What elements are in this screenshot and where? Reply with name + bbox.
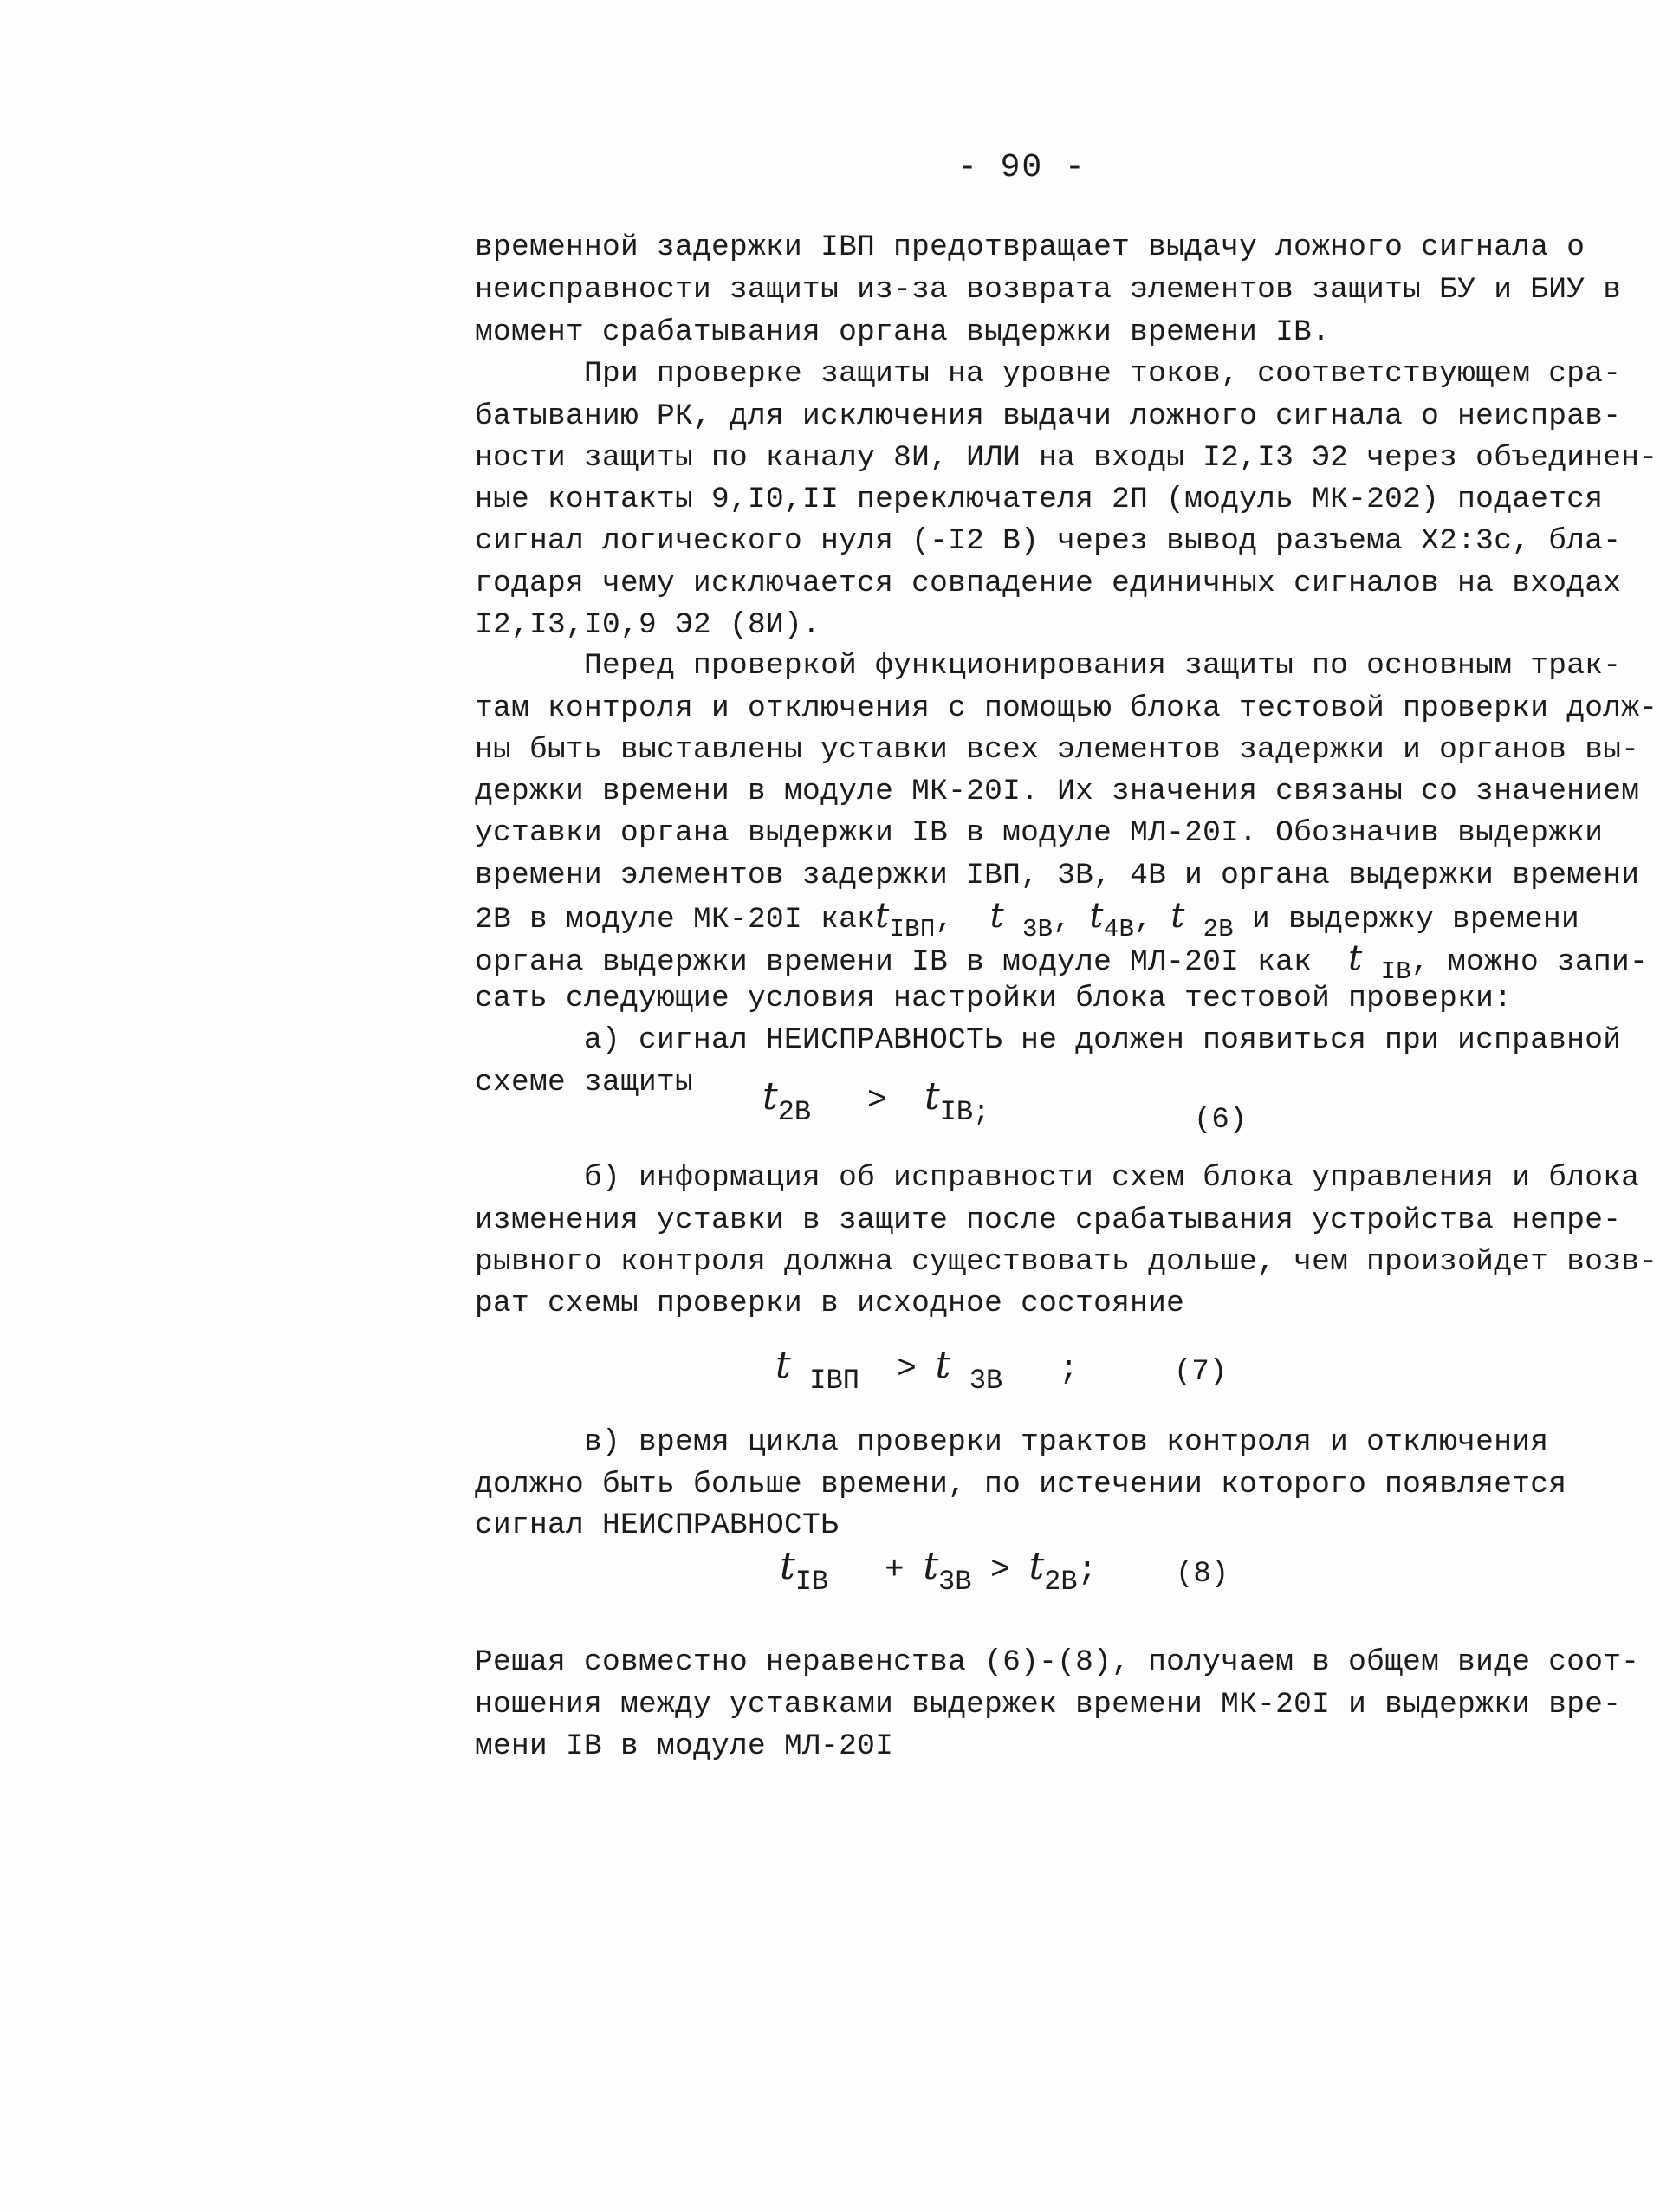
math-punct: ; bbox=[973, 1096, 990, 1128]
text-line: временной задержки IВП предотвращает выдачу ложного сигнала о bbox=[475, 230, 1585, 264]
text-line: Решая совместно неравенства (6)-(8), получаем в общем виде соот- bbox=[475, 1645, 1640, 1679]
math-operator: + bbox=[884, 1552, 905, 1589]
equation-8 bbox=[780, 1544, 1098, 1598]
text-line: рат схемы проверки в исходное состояние bbox=[475, 1287, 1185, 1320]
text-line: должно быть больше времени, по истечении которого появляется bbox=[475, 1468, 1567, 1502]
text-line: изменения уставки в защите после срабатывания устройства непре- bbox=[475, 1203, 1622, 1237]
text-line: I2,I3,I0,9 Э2 (8И). bbox=[475, 608, 821, 642]
math-t: t bbox=[875, 896, 890, 936]
text-line: батыванию РК, для исключения выдачи ложного сигнала о неисправ- bbox=[475, 399, 1622, 433]
text-fragment: , можно запи- bbox=[1410, 945, 1649, 979]
text-fragment: 2В в модуле МК-20I как bbox=[475, 903, 876, 937]
math-t: t bbox=[762, 1074, 778, 1119]
text-line: времени элементов задержки IВП, 3В, 4В и органа выдержки времени bbox=[475, 859, 1640, 892]
text-line: ности защиты по каналу 8И, ИЛИ на входы I2,I3 Э2 через объединен- bbox=[475, 441, 1658, 475]
math-subscript: IВП bbox=[889, 915, 936, 944]
math-subscript: 2В bbox=[1203, 915, 1234, 944]
math-operator: > bbox=[866, 1082, 887, 1119]
text-line: а) сигнал НЕИСПРАВНОСТЬ не должен появиться при исправной bbox=[475, 1023, 1622, 1057]
math-subscript: IВ bbox=[939, 1096, 974, 1128]
text-line: сигнал НЕИСПРАВНОСТЬ bbox=[475, 1508, 840, 1542]
text-line: ношения между уставками выдержек времени МК-20I и выдержки вре- bbox=[475, 1688, 1622, 1722]
math-t: t bbox=[1089, 896, 1104, 936]
math-punct: ; bbox=[1059, 1351, 1079, 1388]
math-subscript: 2В bbox=[1044, 1566, 1078, 1598]
math-subscript: 3В bbox=[1021, 915, 1054, 944]
math-subscript: 4В bbox=[1103, 915, 1135, 944]
text-line: рывного контроля должна существовать дольше, чем произойдет возв- bbox=[475, 1245, 1658, 1279]
text-line: схеме защиты bbox=[475, 1066, 694, 1100]
text-line: Перед проверкой функционирования защиты по основным трак- bbox=[475, 649, 1622, 683]
text-line: уставки органа выдержки IВ в модуле МЛ-20I. Обозначив выдержки bbox=[475, 816, 1604, 850]
text-line: в) время цикла проверки трактов контроля и отключения bbox=[475, 1425, 1549, 1459]
math-subscript: 2В bbox=[777, 1096, 812, 1128]
text-line: там контроля и отключения с помощью блока тестовой проверки долж- bbox=[475, 691, 1658, 725]
math-t: t bbox=[935, 1343, 951, 1387]
math-punct: ; bbox=[1077, 1552, 1098, 1589]
math-t: t bbox=[1028, 1544, 1045, 1588]
math-subscript: IВ bbox=[794, 1566, 829, 1598]
math-subscript: 3В bbox=[969, 1365, 1003, 1397]
text-line-with-symbols: 2В в модуле МК-20I какt$_{IВП}$, t $_{3В}$, $t_{4В}$, t $_{2В}$ и выдержку времени bbox=[475, 896, 1580, 944]
math-operator: > bbox=[990, 1552, 1010, 1589]
text-line: б) информация об исправности схем блока управления и блока bbox=[475, 1161, 1640, 1195]
text-fragment: и выдержку времени bbox=[1233, 903, 1580, 937]
math-t: t bbox=[989, 896, 1004, 936]
math-operator: > bbox=[897, 1351, 917, 1388]
equation-number: (8) bbox=[1176, 1558, 1229, 1591]
text-line: держки времени в модуле МК-20I. Их значения связаны со значением bbox=[475, 775, 1640, 808]
text-line: сать следующие условия настройки блока тестовой проверки: bbox=[475, 982, 1513, 1015]
text-line-with-symbols bbox=[475, 937, 1648, 984]
math-subscript: IВП bbox=[809, 1365, 859, 1397]
text-line: ны быть выставлены уставки всех элементов задержки и органов вы- bbox=[475, 733, 1640, 767]
text-line: момент срабатывания органа выдержки времени IВ. bbox=[475, 315, 1331, 349]
math-subscript: 3В bbox=[938, 1566, 972, 1598]
math-t: t bbox=[775, 1343, 791, 1387]
text-line: неисправности защиты из-за возврата элементов защиты БУ и БИУ в bbox=[475, 273, 1622, 307]
math-t: t bbox=[1170, 896, 1185, 936]
equation-6 bbox=[762, 1074, 990, 1128]
math-t: t bbox=[923, 1544, 939, 1588]
math-t: t bbox=[780, 1544, 795, 1588]
text-fragment: органа выдержки времени IВ в модуле МЛ-20I как bbox=[475, 945, 1349, 979]
text-line: годаря чему исключается совпадение единичных сигналов на входах bbox=[475, 567, 1622, 600]
math-subscript: IВ bbox=[1380, 957, 1411, 986]
text-line: мени IВ в модуле МЛ-20I bbox=[475, 1729, 894, 1763]
text-line: сигнал логического нуля (-I2 В) через вывод разъема Х2:3с, бла- bbox=[475, 524, 1622, 558]
math-t: t bbox=[1348, 938, 1363, 978]
math-t: t bbox=[924, 1074, 940, 1119]
page-number: - 90 - bbox=[957, 149, 1086, 186]
equation-7 bbox=[775, 1343, 1079, 1397]
text-line: При проверке защиты на уровне токов, соответствующем сра- bbox=[475, 357, 1622, 391]
text-line: ные контакты 9,I0,II переключателя 2П (модуль МК-202) подается bbox=[475, 483, 1604, 516]
equation-number: (6) bbox=[1194, 1104, 1248, 1137]
equation-number: (7) bbox=[1174, 1356, 1228, 1389]
